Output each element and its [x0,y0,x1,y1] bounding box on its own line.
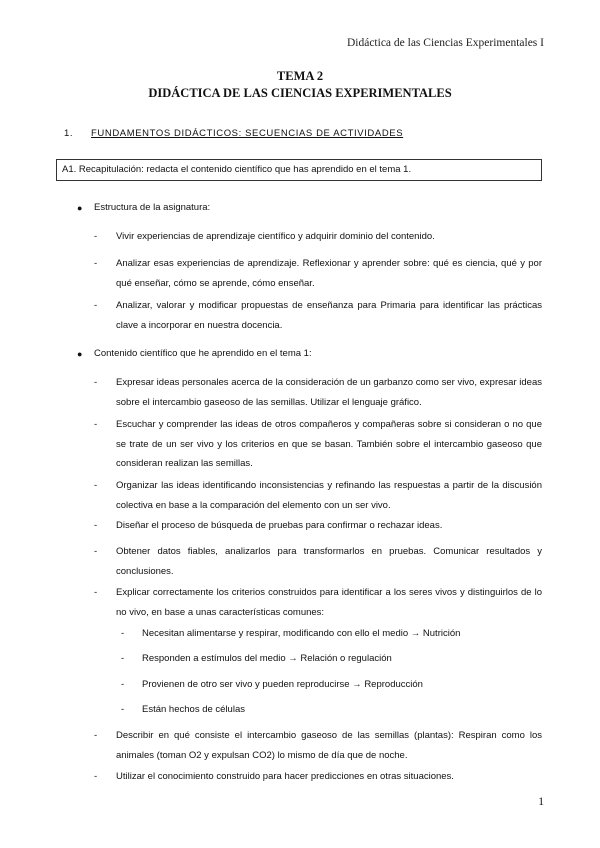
dash-marker: - [121,628,125,639]
list-item-text: Analizar, valorar y modificar propuestas de enseñanza para Primaria para identificar las prácticas clave a incorporar en nuestra docencia. [116,300,542,331]
dash-marker: - [94,231,98,242]
list-item [94,373,542,412]
dash-marker: - [121,679,125,690]
sub-list-item-text: Están hechos de células [142,704,245,715]
sub-list-item [121,703,542,717]
list-item [94,542,542,581]
running-header: Didáctica de las Ciencias Experimentales I [346,37,544,49]
list-item-text: Obtener datos fiables, analizarlos para transformarlos en pruebas. Comunicar resultados y conclusiones. [116,546,542,577]
list-item [94,254,542,293]
dash-marker: - [94,520,98,531]
section-title: FUNDAMENTOS DIDÁCTICOS: SECUENCIAS DE ACTIVIDADES [91,128,404,139]
dash-marker: - [121,653,125,664]
dash-marker: - [94,480,98,491]
list-item-text: Describir en qué consiste el intercambio gaseoso de las semillas (plantas): Respiran como los animales (toman O2 y expulsan CO2) lo mismo de día que de noche. [116,730,542,761]
section-number: 1. [64,128,74,139]
dash-marker: - [94,730,98,741]
title-block [0,68,600,102]
title-line-1: TEMA 2 [276,69,324,83]
list-item-text: Explicar correctamente los criterios construidos para identificar a los seres vivos y distinguirlos de lo no vivo, en base a unas características comunes: [116,587,542,618]
list-item [94,296,542,335]
list-item-text: Utilizar el conocimiento construido para hacer predicciones en otras situaciones. [116,771,454,782]
bullet-label: Contenido científico que he aprendido en el tema 1: [94,348,312,359]
activity-box: A1. Recapitulación: redacta el contenido científico que has aprendido en el tema 1. [56,159,542,181]
bullet-label: Estructura de la asignatura: [94,202,211,213]
list-item-text: Analizar esas experiencias de aprendizaje. Reflexionar y aprender sobre: qué es ciencia, qué y por qué enseñar, cómo se aprende, cómo enseñar. [116,258,542,289]
dash-marker: - [94,419,98,430]
list-item-text: Expresar ideas personales acerca de la consideración de un garbanzo como ser vivo, expresar ideas sobre el intercambio gaseoso de las semillas. Utilizar el lenguaje gráfico. [116,377,542,408]
list-item-text: Diseñar el proceso de búsqueda de pruebas para confirmar o rechazar ideas. [116,520,443,531]
dash-marker: - [94,771,98,782]
bullet-dot-icon: ● [77,349,83,359]
dash-marker: - [121,704,125,715]
list-item [94,767,542,787]
list-item [94,476,542,515]
dash-marker: - [94,300,98,311]
list-item [94,227,542,247]
page-number: 1 [538,796,544,808]
dash-marker: - [94,258,98,269]
dash-marker: - [94,377,98,388]
list-item [94,516,542,536]
sub-list-item [121,627,542,641]
list-item-text: Escuchar y comprender las ideas de otros compañeros y compañeras sobre si consideran o no que se trate de un ser vivo y los criterios en que se basan. También sobre el intercambio gaseoso que consideran realizan las semillas. [116,419,542,469]
dash-marker: - [94,546,98,557]
list-item [94,415,542,474]
section-heading [64,128,403,139]
dash-marker: - [94,587,98,598]
bullet-dot-icon: ● [77,203,83,213]
list-item [94,583,542,622]
list-item-text: Organizar las ideas identificando inconsistencias y refinando las respuestas a partir de la discusión colectiva en base a la comparación del elemento con un ser vivo. [116,480,542,511]
list-item [94,726,542,765]
title-line-2: DIDÁCTICA DE LAS CIENCIAS EXPERIMENTALES [148,86,452,100]
sub-list-item-text: Provienen de otro ser vivo y pueden reproducirse → Reproducción [142,679,423,690]
list-item-text: Vivir experiencias de aprendizaje científico y adquirir dominio del contenido. [116,231,435,242]
sub-list-item [121,652,542,666]
sub-list-item-text: Necesitan alimentarse y respirar, modificando con ello el medio → Nutrición [142,628,461,639]
sub-list-item [121,678,542,692]
sub-list-item-text: Responden a estímulos del medio → Relación o regulación [142,653,392,664]
